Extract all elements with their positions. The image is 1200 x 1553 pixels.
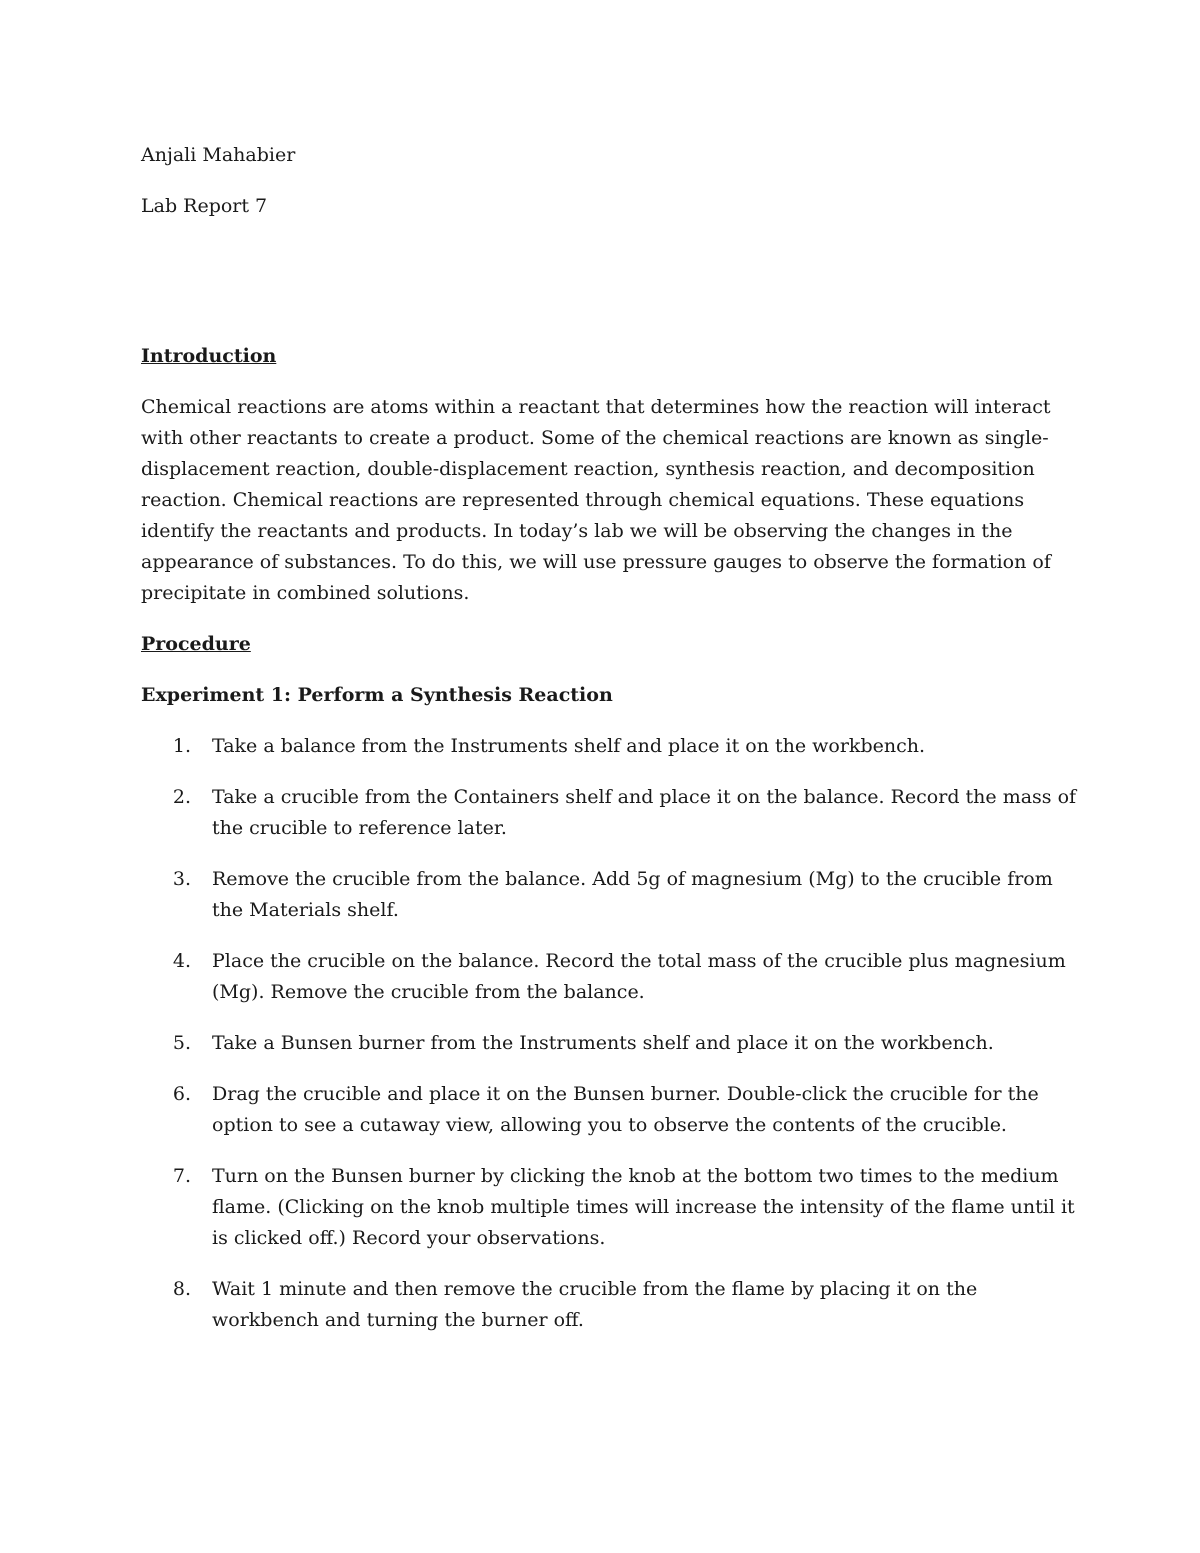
step-line: Wait 1 minute and then remove the crucible from the flame by placing it on the xyxy=(212,1278,978,1300)
step-text xyxy=(212,1161,1075,1254)
step-text xyxy=(212,1028,1066,1059)
step-number: 5. xyxy=(172,1032,191,1054)
procedure-steps-list xyxy=(141,731,1077,1336)
step-line: the crucible to reference later. xyxy=(212,817,507,839)
report-title: Lab Report 7 xyxy=(141,195,268,217)
step-line: the Materials shelf. xyxy=(212,899,399,921)
author-name: Anjali Mahabier xyxy=(141,144,296,166)
intro-line: identify the reactants and products. In today’s lab we will be observing the changes in the xyxy=(141,520,1013,542)
intro-line: displacement reaction, double-displacement reaction, synthesis reaction, and decomposition xyxy=(141,458,1035,480)
step-line: (Mg). Remove the crucible from the balance. xyxy=(212,981,645,1003)
step-number: 8. xyxy=(172,1278,191,1300)
step-line: Turn on the Bunsen burner by clicking the knob at the bottom two times to the medium xyxy=(212,1165,1059,1187)
step-line: Take a balance from the Instruments shelf and place it on the workbench. xyxy=(212,735,926,757)
step-line: is clicked off.) Record your observations. xyxy=(212,1227,606,1249)
list-item xyxy=(141,864,1066,926)
intro-line: reaction. Chemical reactions are represented through chemical equations. These equations xyxy=(141,489,1025,511)
experiment-heading: Experiment 1: Perform a Synthesis Reaction xyxy=(141,684,613,706)
step-number: 2. xyxy=(172,786,191,808)
list-item xyxy=(141,731,1066,762)
step-line: workbench and turning the burner off. xyxy=(212,1309,584,1331)
list-item xyxy=(141,1028,1066,1059)
step-number: 3. xyxy=(172,868,191,890)
step-number: 6. xyxy=(172,1083,191,1105)
intro-line: Chemical reactions are atoms within a reactant that determines how the reaction will interact xyxy=(141,396,1051,418)
step-line: Take a crucible from the Containers shelf and place it on the balance. Record the mass of xyxy=(212,786,1077,808)
procedure-heading: Procedure xyxy=(141,633,251,655)
introduction-paragraph xyxy=(141,392,1066,609)
list-item xyxy=(141,946,1066,1008)
introduction-heading: Introduction xyxy=(141,345,277,367)
list-item xyxy=(141,1079,1066,1141)
step-line: Place the crucible on the balance. Record the total mass of the crucible plus magnesium xyxy=(212,950,1066,972)
step-text xyxy=(212,1274,1066,1336)
step-number: 4. xyxy=(172,950,191,972)
list-item xyxy=(141,1274,1066,1336)
step-text xyxy=(212,782,1076,844)
document-page xyxy=(141,140,1077,1356)
step-line: flame. (Clicking on the knob multiple times will increase the intensity of the flame until it xyxy=(212,1196,1075,1218)
list-item xyxy=(141,782,1077,844)
step-number: 7. xyxy=(172,1165,191,1187)
step-line: Drag the crucible and place it on the Bunsen burner. Double-click the crucible for the xyxy=(212,1083,1039,1105)
step-line: option to see a cutaway view, allowing you to observe the contents of the crucible. xyxy=(212,1114,1007,1136)
step-number: 1. xyxy=(172,735,191,757)
step-text xyxy=(212,946,1066,1008)
list-item xyxy=(141,1161,1075,1254)
step-line: Remove the crucible from the balance. Add 5g of magnesium (Mg) to the crucible from xyxy=(212,868,1053,890)
intro-line: with other reactants to create a product. Some of the chemical reactions are known as single- xyxy=(141,427,1049,449)
step-text xyxy=(212,864,1066,926)
step-text xyxy=(212,731,1066,762)
intro-line: appearance of substances. To do this, we will use pressure gauges to observe the formation of xyxy=(141,551,1051,573)
step-text xyxy=(212,1079,1066,1141)
step-line: Take a Bunsen burner from the Instruments shelf and place it on the workbench. xyxy=(212,1032,994,1054)
intro-line: precipitate in combined solutions. xyxy=(141,582,470,604)
